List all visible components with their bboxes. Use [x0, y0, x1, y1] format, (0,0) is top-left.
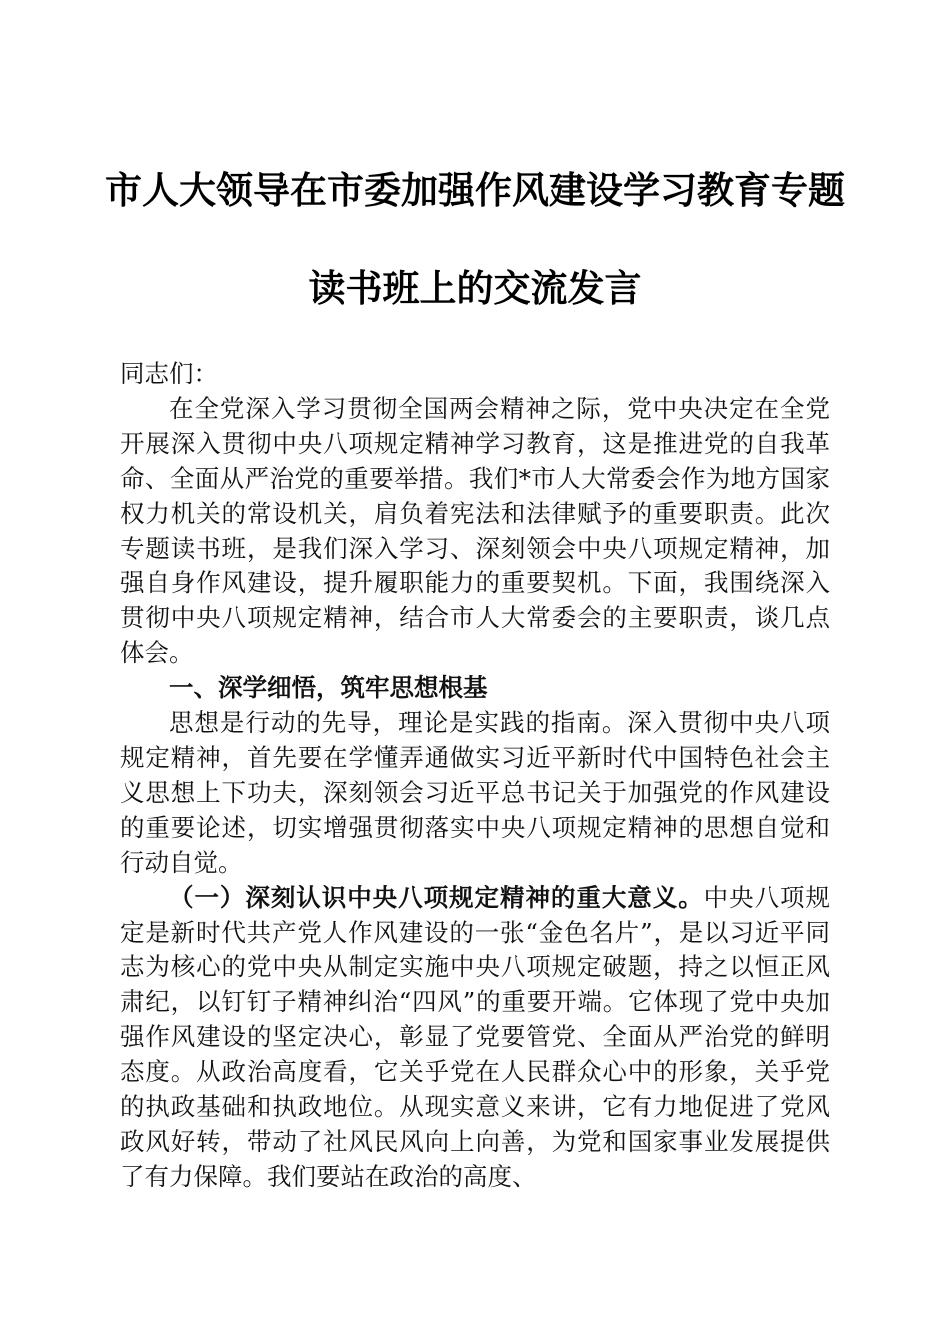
subsection-1-heading: （一）深刻认识中央八项规定精神的重大意义。	[169, 882, 704, 912]
section-1-paragraph: 思想是行动的先导，理论是实践的指南。深入贯彻中央八项规定精神，首先要在学懂弄通做实习近平新时代中国特色社会主义思想上下功夫，深刻领会习近平总书记关于加强党的作风建设的重要论述，切实增强贯彻落实中央八项规定精神的思想自觉和行动自觉。	[120, 708, 830, 877]
section-1-heading: 一、深学细悟，筑牢思想根基	[169, 673, 488, 703]
subsection-1-paragraph	[120, 881, 830, 1195]
document-body	[120, 357, 830, 1195]
subsection-1-body: 中央八项规定是新时代共产党人作风建设的一张“金色名片”，是以习近平同志为核心的党中央从制定实施中央八项规定破题，持之以恒正风肃纪，以钉钉子精神纠治“四风”的重要开端。它体现了党中央加强作风建设的坚定决心，彰显了党要管党、全面从严治党的鲜明态度。从政治高度看，它关乎党在人民群众心中的形象，关乎党的执政基础和执政地位。从现实意义来讲，它有力地促进了党风政风好转，带动了社风民风向上向善，为党和国家事业发展提供了有力保障。我们要站在政治的高度、	[120, 882, 831, 1191]
document-title-line-1: 市人大领导在市委加强作风建设学习教育专题	[105, 168, 845, 212]
salutation: 同志们：	[120, 359, 218, 388]
intro-paragraph: 在全党深入学习贯彻全国两会精神之际，党中央决定在全党开展深入贯彻中央八项规定精神学习教育，这是推进党的自我革命、全面从严治党的重要举措。我们*市人大常委会作为地方国家权力机关的常设机关，肩负着宪法和法律赋予的重要职责。此次专题读书班，是我们深入学习、深刻领会中央八项规定精神，加强自身作风建设，提升履职能力的重要契机。下面，我围绕深入贯彻中央八项规定精神，结合市人大常委会的主要职责，谈几点体会。	[120, 393, 830, 668]
document-title-line-2: 读书班上的交流发言	[308, 266, 642, 310]
